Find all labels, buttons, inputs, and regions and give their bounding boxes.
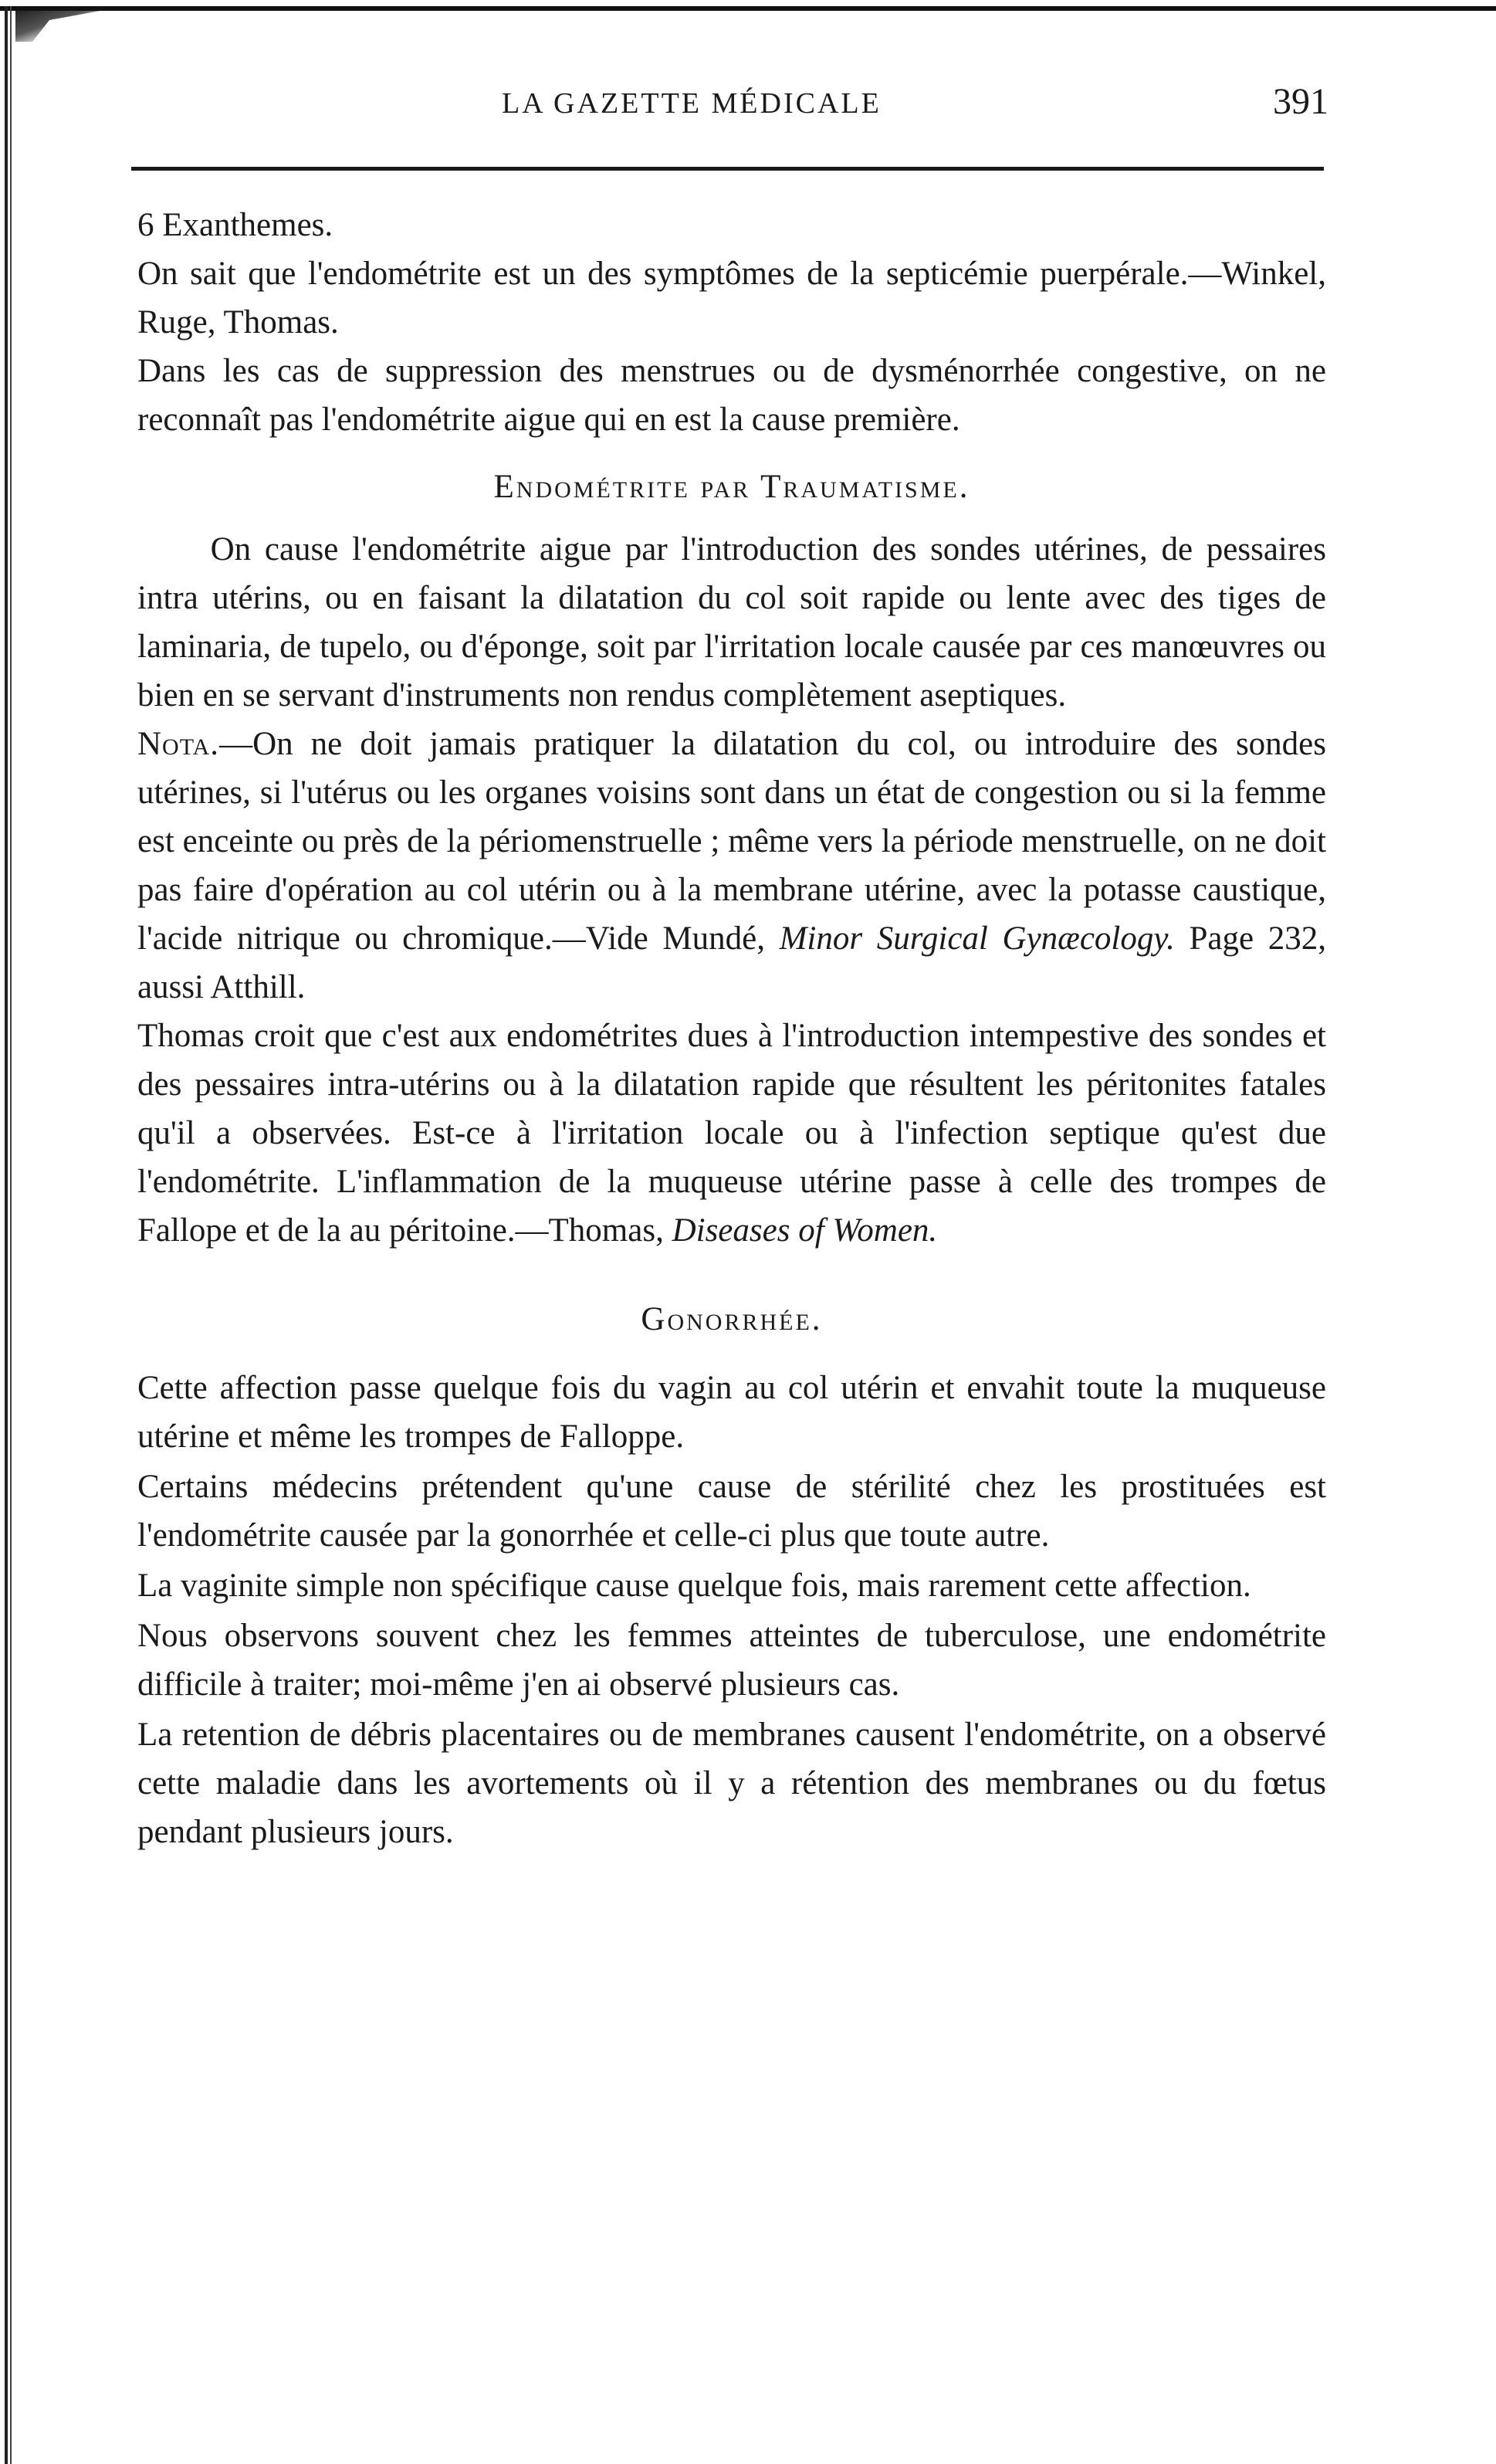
paragraph-affection: Cette affection passe quelque fois du vagin au col utérin et envahit toute la muqueuse utérine et même les trompes de Falloppe.	[137, 1370, 1326, 1455]
section-heading-traumatisme: Endométrite par Traumatisme.	[493, 469, 970, 505]
corner-mark	[15, 11, 100, 42]
page-body	[137, 201, 1326, 1856]
header-rule	[131, 167, 1324, 171]
thomas-text: Thomas croit que c'est aux endométrites dues à l'introduction intempestive des sondes et des pessaires intra-utérins ou à la dilatation rapide que résultent les péritonites fatales qu'il a observées. Est-ce à l'irritation locale ou à l'infection septique qu'est due l'endométrite. L'inflammation de la muqueuse utérine passe à celle des trompes de Fallope et de la au péritoine.—Thomas,	[137, 1018, 1326, 1249]
paragraph-retention: La retention de débris placentaires ou de membranes causent l'endométrite, on a observé cette maladie dans les avortements où il y a rétention des membranes ou du fœtus pendant plusieurs jours.	[137, 1717, 1326, 1850]
thomas-book-title: Diseases of Women.	[672, 1212, 938, 1249]
nota-page-ref: Page 232, aussi Atthill.	[137, 920, 1326, 1005]
paragraph-exanthemes: 6 Exanthemes.	[137, 207, 333, 243]
paragraph-nota	[137, 720, 1326, 1012]
paragraph-suppression: Dans les cas de suppression des menstrues ou de dysménorrhée congestive, on ne reconnaît pas l'endométrite aigue qui en est la cause première.	[137, 353, 1326, 438]
left-border-rule	[5, 6, 12, 2464]
paragraph-sterilite: Certains médecins prétendent qu'une cause de stérilité chez les prostituées est l'endométrite causée par la gonorrhée et celle-ci plus que toute autre.	[137, 1469, 1326, 1554]
paragraph-septicemie: On sait que l'endométrite est un des symptômes de la septicémie puerpérale.—Winkel, Ruge, Thomas.	[137, 256, 1326, 341]
paragraph-thomas	[137, 1012, 1326, 1255]
nota-book-title: Minor Surgical Gynæcology.	[779, 920, 1175, 957]
page-number: 391	[1273, 81, 1328, 122]
section-heading-gonorrhee: Gonorrhée.	[641, 1301, 823, 1337]
top-border-rule	[0, 6, 1496, 11]
running-head: LA GAZETTE MÉDICALE	[502, 87, 882, 120]
paragraph-vaginite: La vaginite simple non spécifique cause quelque fois, mais rarement cette affection.	[137, 1568, 1251, 1604]
paragraph-tuberculose: Nous observons souvent chez les femmes atteintes de tuberculose, une endométrite difficile à traiter; moi-même j'en ai observé plusieurs cas.	[137, 1618, 1326, 1703]
nota-text: —On ne doit jamais pratiquer la dilatation du col, ou introduire des sondes utérines, si l'utérus ou les organes voisins sont dans un état de congestion ou si la femme est enceinte ou près de la périomenstruelle ; même vers la période menstruelle, on ne doit pas faire d'opération au col utérin ou à la membrane utérine, avec la potasse caustique, l'acide nitrique ou chromique.—Vide Mundé,	[137, 726, 1326, 957]
nota-label: Nota.	[137, 726, 220, 762]
paragraph-introduction-sondes: On cause l'endométrite aigue par l'introduction des sondes utérines, de pessaires intra utérins, ou en faisant la dilatation du col soit rapide ou lente avec des tiges de laminaria, de tupelo, ou d'éponge, soit par l'irritation locale causée par ces manœuvres ou bien en se servant d'instruments non rendus complètement aseptiques.	[137, 531, 1326, 713]
